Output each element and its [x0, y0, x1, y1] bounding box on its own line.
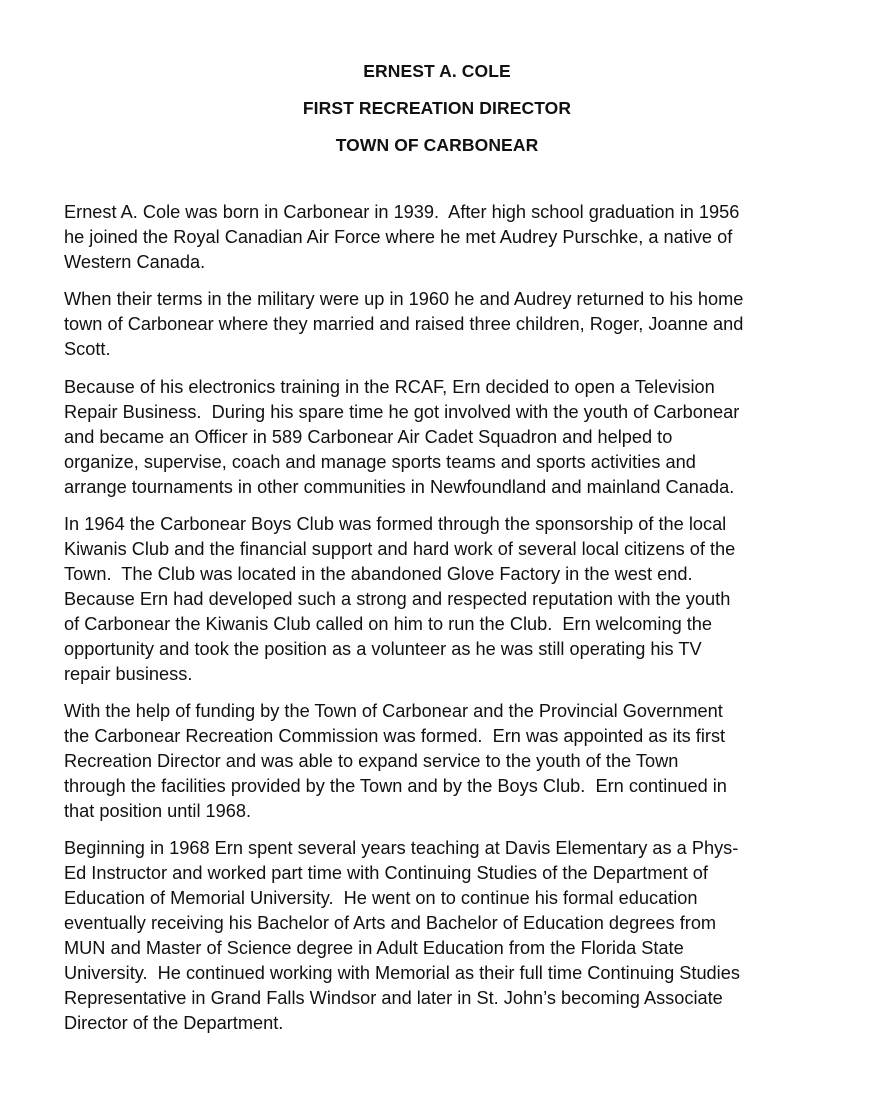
text-line: Because of his electronics training in the RCAF, Ern decided to open a Television: [64, 376, 715, 397]
text-line: town of Carbonear where they married and raised three children, Roger, Joanne and: [64, 314, 744, 335]
text-line: the Carbonear Recreation Commission was formed. Ern was appointed as its first: [64, 726, 726, 747]
text-line: Because Ern had developed such a strong and respected reputation with the youth: [64, 588, 731, 609]
paragraph-tv-business: [64, 375, 854, 499]
text-line: Western Canada.: [64, 251, 206, 272]
text-line: of Carbonear the Kiwanis Club called on him to run the Club. Ern welcoming the: [64, 613, 713, 634]
text-line: eventually receiving his Bachelor of Arts and Bachelor of Education degrees from: [64, 913, 717, 934]
text-line: Kiwanis Club and the financial support and hard work of several local citizens of the: [64, 539, 736, 560]
text-line: Recreation Director and was able to expand service to the youth of the Town: [64, 751, 679, 771]
paragraph-early-life: [64, 200, 854, 275]
text-line: Ernest A. Cole was born in Carbonear in 1939. After high school graduation in 1956: [64, 202, 740, 222]
document-body: [64, 200, 854, 1048]
text-line: Repair Business. During his spare time he got involved with the youth of Carbonear: [64, 401, 740, 422]
text-line: Director of the Department.: [64, 1012, 284, 1033]
paragraph-education-career: [64, 836, 854, 1035]
text-line: Education of Memorial University. He went on to continue his formal education: [64, 888, 698, 909]
text-line: Scott.: [64, 339, 111, 360]
paragraph-return-home: [64, 287, 854, 362]
text-line: Ed Instructor and worked part time with Continuing Studies of the Department of: [64, 863, 708, 884]
text-line: opportunity and took the position as a volunteer as he was still operating his TV: [64, 638, 702, 659]
text-line: arrange tournaments in other communities in Newfoundland and mainland Canada.: [64, 476, 735, 497]
text-line: through the facilities provided by the Town and by the Boys Club. Ern continued in: [64, 775, 727, 796]
document-header: [0, 53, 874, 164]
document-title-town: TOWN OF CARBONEAR: [335, 135, 539, 155]
text-line: that position until 1968.: [64, 800, 252, 821]
text-line: Town. The Club was located in the abandoned Glove Factory in the west end.: [64, 563, 693, 584]
text-line: With the help of funding by the Town of Carbonear and the Provincial Government: [64, 701, 723, 722]
text-line: and became an Officer in 589 Carbonear Air Cadet Squadron and helped to: [64, 426, 673, 447]
document-title-name: ERNEST A. COLE: [363, 61, 511, 81]
text-line: In 1964 the Carbonear Boys Club was formed through the sponsorship of the local: [64, 514, 727, 535]
text-line: University. He continued working with Memorial as their full time Continuing Studies: [64, 962, 740, 983]
text-line: Beginning in 1968 Ern spent several years teaching at Davis Elementary as a Phys-: [64, 838, 739, 859]
document-title-role: FIRST RECREATION DIRECTOR: [302, 98, 572, 118]
text-line: When their terms in the military were up in 1960 he and Audrey returned to his home: [64, 289, 744, 310]
text-line: repair business.: [64, 663, 193, 684]
text-line: he joined the Royal Canadian Air Force where he met Audrey Purschke, a native of: [64, 226, 733, 247]
text-line: Representative in Grand Falls Windsor and later in St. John’s becoming Associate: [64, 987, 723, 1008]
text-line: MUN and Master of Science degree in Adult Education from the Florida State: [64, 938, 684, 959]
text-line: organize, supervise, coach and manage sports teams and sports activities and: [64, 451, 696, 472]
paragraph-recreation-commission: [64, 699, 854, 823]
paragraph-boys-club: [64, 512, 854, 686]
